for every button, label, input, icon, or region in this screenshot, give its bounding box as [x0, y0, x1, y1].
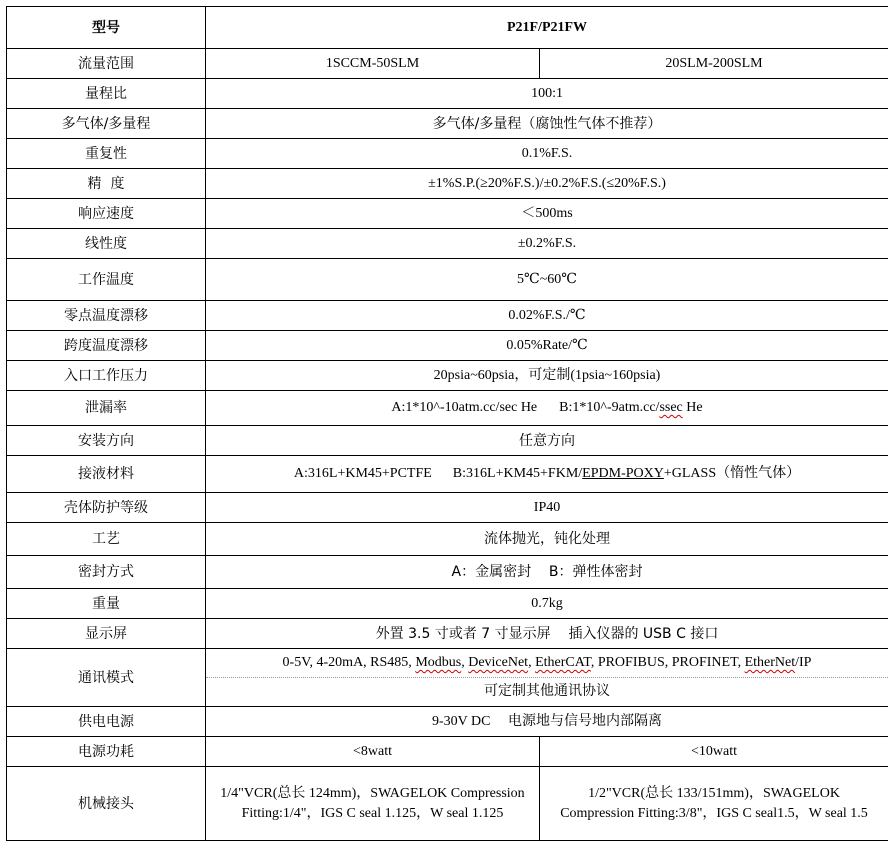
model-label: 型号 — [7, 7, 206, 49]
accuracy-value: ±1%S.P.(≥20%F.S.)/±0.2%F.S.(≤20%F.S.) — [206, 169, 888, 199]
turndown-label: 量程比 — [7, 79, 206, 109]
consumption-label: 电源功耗 — [7, 737, 206, 767]
inlet-pressure-value: 20psia~60psia，可定制(1psia~160psia) — [206, 361, 888, 391]
multi-gas-value: 多气体/多量程（腐蚀性气体不推荐） — [206, 109, 888, 139]
row-flow-range — [7, 49, 888, 79]
model-value: P21F/P21FW — [206, 7, 888, 49]
multi-gas-label: 多气体/多量程 — [7, 109, 206, 139]
inlet-pressure-label: 入口工作压力 — [7, 361, 206, 391]
response-value: ＜500ms — [206, 199, 888, 229]
seal-value: A：金属密封 B：弹性体密封 — [206, 556, 888, 589]
span-drift-value: 0.05%Rate/℃ — [206, 331, 888, 361]
op-temp-label: 工作温度 — [7, 259, 206, 301]
power-value: 9-30V DC 电源地与信号地内部隔离 — [206, 707, 888, 737]
response-label: 响应速度 — [7, 199, 206, 229]
row-inlet-pressure — [7, 361, 888, 391]
leak-rate-value — [206, 391, 888, 426]
row-linearity — [7, 229, 888, 259]
repeatability-label: 重复性 — [7, 139, 206, 169]
consumption-a: <8watt — [206, 737, 540, 767]
repeatability-value: 0.1%F.S. — [206, 139, 888, 169]
wetted-prefix: A:316L+KM45+PCTFE B:316L+KM45+FKM/ — [293, 466, 583, 481]
mounting-label: 安装方向 — [7, 426, 206, 456]
process-label: 工艺 — [7, 523, 206, 556]
row-leak-rate — [7, 391, 888, 426]
linearity-label: 线性度 — [7, 229, 206, 259]
row-seal — [7, 556, 888, 589]
zero-drift-value: 0.02%F.S./℃ — [206, 301, 888, 331]
row-span-drift — [7, 331, 888, 361]
comm-devicenet: DeviceNet — [468, 655, 529, 670]
comm-line-1: 0-5V, 4-20mA, RS485, Modbus, DeviceNet, EtherCAT, PROFIBUS, PROFINET, EtherNet/IP — [282, 655, 812, 670]
comm-ethercat: EtherCAT — [535, 655, 591, 670]
comm-label: 通讯模式 — [7, 649, 206, 707]
row-accuracy — [7, 169, 888, 199]
comm-line-2: 可定制其他通讯协议 — [206, 677, 888, 706]
leak-rate-b-suffix: He — [682, 400, 703, 415]
accuracy-label: 精 度 — [7, 169, 206, 199]
row-multi-gas — [7, 109, 888, 139]
row-response — [7, 199, 888, 229]
process-value: 流体抛光，钝化处理 — [206, 523, 888, 556]
mounting-value: 任意方向 — [206, 426, 888, 456]
comm-ethernet: EtherNet — [744, 655, 796, 670]
leak-rate-label: 泄漏率 — [7, 391, 206, 426]
comm-modbus: Modbus — [415, 655, 462, 670]
seal-label: 密封方式 — [7, 556, 206, 589]
wetted-suffix: +GLASS（惰性气体） — [663, 466, 801, 481]
op-temp-value: 5℃~60℃ — [206, 259, 888, 301]
row-model — [7, 7, 888, 49]
leak-rate-b-prefix: B:1*10^-9atm.cc/ — [559, 400, 660, 415]
span-drift-label: 跨度温度漂移 — [7, 331, 206, 361]
wetted-label: 接液材料 — [7, 456, 206, 493]
row-zero-drift — [7, 301, 888, 331]
wetted-underlined: EPDM-POXY — [582, 466, 664, 481]
protection-value: IP40 — [206, 493, 888, 523]
display-label: 显示屏 — [7, 619, 206, 649]
flow-range-a: 1SCCM-50SLM — [206, 49, 540, 79]
consumption-b: <10watt — [540, 737, 888, 767]
row-repeatability — [7, 139, 888, 169]
spec-table — [6, 6, 888, 841]
row-op-temp — [7, 259, 888, 301]
comm-value — [206, 649, 888, 707]
row-wetted — [7, 456, 888, 493]
row-turndown — [7, 79, 888, 109]
row-fitting — [7, 767, 888, 841]
flow-range-b: 20SLM-200SLM — [540, 49, 888, 79]
row-display — [7, 619, 888, 649]
row-protection — [7, 493, 888, 523]
row-mounting — [7, 426, 888, 456]
fitting-a: 1/4"VCR(总长 124mm)，SWAGELOK Compression Fitting:1/4"，IGS C seal 1.125，W seal 1.125 — [206, 767, 540, 841]
zero-drift-label: 零点温度漂移 — [7, 301, 206, 331]
row-power — [7, 707, 888, 737]
row-process — [7, 523, 888, 556]
linearity-value: ±0.2%F.S. — [206, 229, 888, 259]
flow-range-label: 流量范围 — [7, 49, 206, 79]
power-label: 供电电源 — [7, 707, 206, 737]
fitting-b: 1/2"VCR(总长 133/151mm)，SWAGELOK Compression Fitting:3/8"，IGS C seal1.5，W seal 1.5 — [540, 767, 888, 841]
wetted-value — [206, 456, 888, 493]
row-weight — [7, 589, 888, 619]
row-comm — [7, 649, 888, 707]
fitting-label: 机械接头 — [7, 767, 206, 841]
leak-rate-a: A:1*10^-10atm.cc/sec He — [391, 400, 538, 415]
protection-label: 壳体防护等级 — [7, 493, 206, 523]
row-consumption — [7, 737, 888, 767]
weight-label: 重量 — [7, 589, 206, 619]
weight-value: 0.7kg — [206, 589, 888, 619]
leak-rate-b-unit: ssec — [659, 400, 683, 415]
turndown-value: 100:1 — [206, 79, 888, 109]
display-value: 外置 3.5 寸或者 7 寸显示屏 插入仪器的 USB C 接口 — [206, 619, 888, 649]
